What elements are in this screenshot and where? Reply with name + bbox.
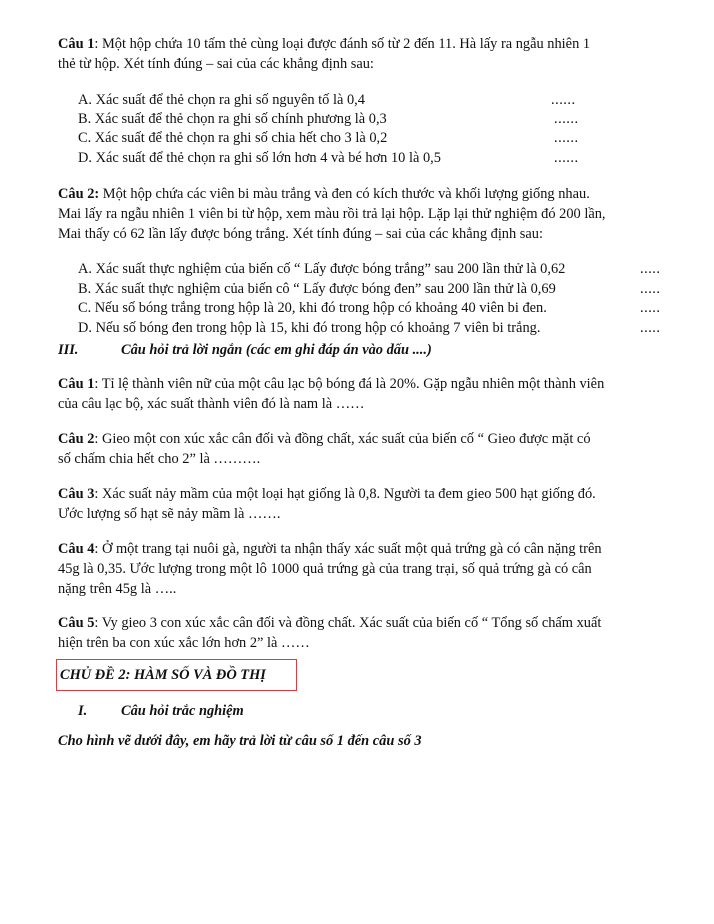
- section1b-heading: Câu hỏi trắc nghiệm: [121, 703, 244, 719]
- q1-line2: thẻ từ hộp. Xét tính đúng – sai của các khẳng định sau:: [58, 56, 374, 72]
- section3-numeral: III.: [58, 342, 79, 358]
- sa-q3-label: Câu 3: [58, 486, 95, 502]
- q2-label: Câu 2:: [58, 186, 100, 202]
- q1-line1: [58, 35, 669, 54]
- q2-option-b-blank: .....: [640, 281, 661, 297]
- sa-q5-label: Câu 5: [58, 615, 95, 631]
- sa-q3-line2: Ước lượng số hạt sẽ nảy mầm là …….: [58, 506, 281, 522]
- sa-q1-line1: [58, 375, 604, 394]
- q1-label: Câu 1: [58, 36, 95, 52]
- q1-option-d-blank: ......: [554, 150, 579, 166]
- instruction-text: Cho hình vẽ dưới đây, em hãy trả lời từ câu số 1 đến câu số 3: [58, 733, 422, 749]
- sa-q4-line1: [58, 540, 602, 559]
- sa-q2-text-1: : Gieo một con xúc xắc cân đối và đồng chất, xác suất của biến cố “ Gieo được mặt có: [94, 431, 591, 447]
- q1-option-c-blank: ......: [554, 130, 579, 146]
- q2-line1: [58, 185, 590, 204]
- q2-option-d-blank: .....: [640, 320, 661, 336]
- q1-option-c: C. Xác suất để thẻ chọn ra ghi số chia hết cho 3 là 0,2: [78, 130, 388, 146]
- q1-option-a: A. Xác suất để thẻ chọn ra ghi số nguyên tố là 0,4: [78, 92, 365, 108]
- sa-q2-line1: [58, 430, 591, 449]
- q2-option-c-blank: .....: [640, 300, 661, 316]
- q1-option-b-blank: ......: [554, 111, 579, 127]
- q2-line2: Mai lấy ra ngẫu nhiên 1 viên bi từ hộp, xem màu rồi trả lại hộp. Lặp lại thử nghiệm đó 200 lần,: [58, 206, 606, 222]
- sa-q1-label: Câu 1: [58, 376, 95, 392]
- section3-heading: Câu hỏi trả lời ngắn (các em ghi đáp án vào dấu ....): [121, 342, 432, 358]
- q2-option-d: D. Nếu số bóng đen trong hộp là 15, khi đó trong hộp có khoảng 7 viên bi trắng.: [78, 320, 541, 336]
- topic-title: CHỦ ĐỀ 2: HÀM SỐ VÀ ĐỒ THỊ: [60, 667, 266, 683]
- q1-option-d: D. Xác suất để thẻ chọn ra ghi số lớn hơn 4 và bé hơn 10 là 0,5: [78, 150, 441, 166]
- sa-q5-line1: [58, 614, 601, 633]
- sa-q5-line2: hiện trên ba con xúc xắc lớn hơn 2” là ……: [58, 635, 310, 651]
- sa-q2-line2: số chấm chia hết cho 2” là ……….: [58, 451, 261, 467]
- sa-q4-label: Câu 4: [58, 541, 95, 557]
- q2-option-a: A. Xác suất thực nghiệm của biến cố “ Lấy được bóng trắng” sau 200 lần thử là 0,62: [78, 261, 566, 277]
- sa-q4-line2: 45g là 0,35. Ước lượng trong một lô 1000 quả trứng gà của trang trại, số quả trứng gà có cân: [58, 561, 592, 577]
- q2-text-1: Một hộp chứa các viên bi màu trắng và đen có kích thước và khối lượng giống nhau.: [99, 186, 590, 202]
- sa-q1-line2: của câu lạc bộ, xác suất thành viên đó là nam là ……: [58, 396, 365, 412]
- q1-option-b: B. Xác suất để thẻ chọn ra ghi số chính phương là 0,3: [78, 111, 387, 127]
- q1-option-a-blank: ......: [551, 92, 576, 108]
- q2-option-a-blank: .....: [640, 261, 661, 277]
- q2-option-b: B. Xác suất thực nghiệm của biến cô “ Lấy được bóng đen” sau 200 lần thử là 0,69: [78, 281, 556, 297]
- sa-q2-label: Câu 2: [58, 431, 95, 447]
- q2-line3: Mai thấy có 62 lần lấy được bóng trắng. Xét tính đúng – sai của các khẳng định sau:: [58, 226, 543, 242]
- section1b-numeral: I.: [78, 703, 88, 719]
- sa-q3-text-1: : Xác suất nảy mầm của một loại hạt giống là 0,8. Người ta đem gieo 500 hạt giống đó.: [94, 486, 596, 502]
- sa-q3-line1: [58, 485, 596, 504]
- q1-text-1: : Một hộp chứa 10 tấm thẻ cùng loại được đánh số từ 2 đến 11. Hà lấy ra ngẫu nhiên 1: [94, 36, 591, 52]
- sa-q1-text-1: : Tỉ lệ thành viên nữ của một câu lạc bộ bóng đá là 20%. Gặp ngẫu nhiên một thành viên: [94, 376, 605, 392]
- q2-option-c: C. Nếu số bóng trắng trong hộp là 20, khi đó trong hộp có khoảng 40 viên bi đen.: [78, 300, 547, 316]
- sa-q5-text-1: : Vy gieo 3 con xúc xắc cân đối và đồng chất. Xác suất của biến cố “ Tổng số chấm xuất: [94, 615, 602, 631]
- sa-q4-line3: nặng trên 45g là …..: [58, 581, 177, 597]
- sa-q4-text-1: : Ở một trang tại nuôi gà, người ta nhận thấy xác suất một quả trứng gà có cân nặng trên: [94, 541, 602, 557]
